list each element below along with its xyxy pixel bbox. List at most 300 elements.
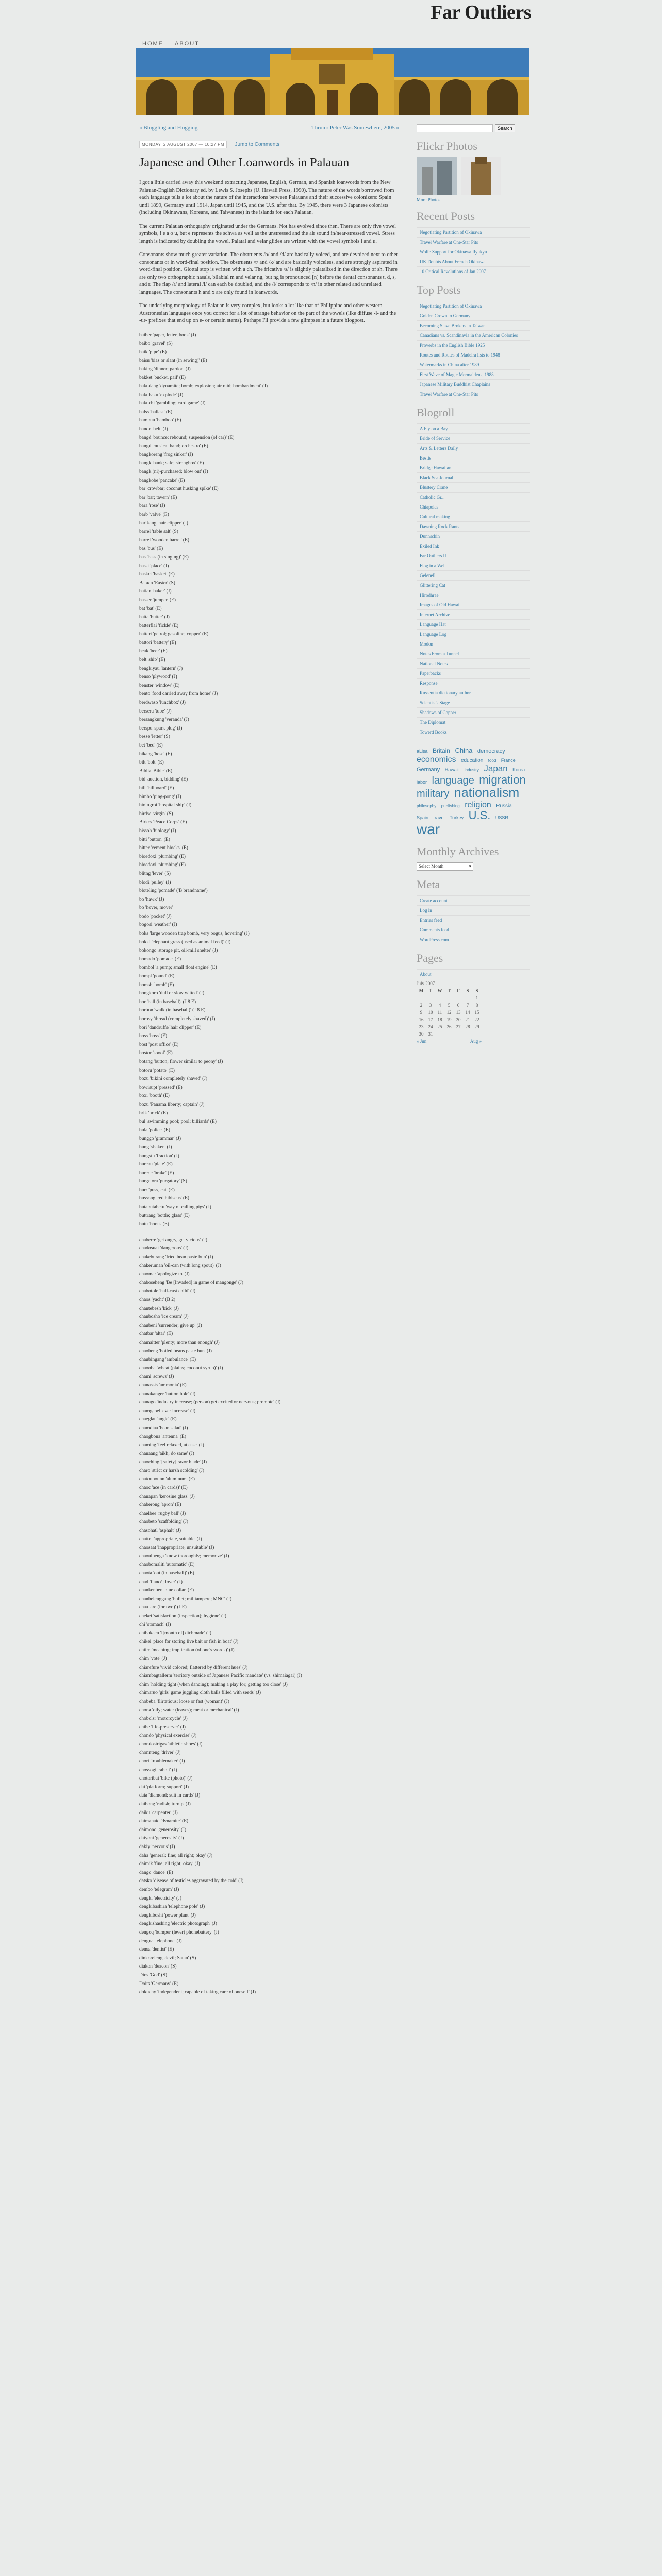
top-post-link[interactable]: Canadians vs. Scandinavia in the American Colonies — [417, 330, 530, 340]
blogroll-link[interactable]: Hirodhrae — [417, 590, 530, 600]
tag-link[interactable]: USSR — [495, 815, 508, 821]
loanword-entry: daimik 'fine; all right; okay' (J) — [139, 1861, 200, 1867]
calendar-day[interactable]: 20 — [456, 1017, 461, 1023]
top-post-link[interactable]: First Wave of Magic Mermaidens, 1988 — [417, 369, 530, 379]
tag-link[interactable]: Britain — [432, 747, 450, 754]
tag-link[interactable]: Germany — [417, 767, 440, 773]
calendar-day — [435, 994, 444, 1002]
loanword-entry: dango 'dance' (E) — [139, 1870, 173, 1875]
calendar-week — [417, 1016, 482, 1023]
loanword-entry: chami 'screws' (J) — [139, 1374, 174, 1380]
calendar-weekday: T — [428, 988, 432, 994]
loanword-entry: bioingroi 'hospital ship' (J) — [139, 803, 192, 808]
loanword-entry: bo 'hawk' (J) — [139, 896, 164, 902]
blogroll-link[interactable]: Arts & Letters Daily — [417, 443, 530, 453]
loanword-entry: bangk 'bank; safe; strongbox' (E) — [139, 461, 204, 466]
loanword-entry: bo 'hover, mover' — [139, 905, 173, 911]
tag-link[interactable]: Hawai'i — [444, 767, 460, 773]
loanword-entry: bitti 'button' (E) — [139, 837, 170, 842]
loanword-entry: chankenben 'blue collar' (E) — [139, 1588, 194, 1594]
loanword-entry: botang 'button; flower similar to peony' (J) — [139, 1059, 223, 1064]
calendar-day[interactable]: 18 — [437, 1017, 442, 1023]
top-bar — [133, 0, 531, 48]
loanword-entry: densa 'dentist' (E) — [139, 1947, 174, 1953]
calendar-day — [463, 1030, 472, 1038]
post-paragraph: The underlying morphology of Palauan is very complex, but looks a lot like that of Philippine and other western Austronesian languages once you correct for a lot of strange behavior on the part of the vowels (like diffuse -l- and the -ur- prefixes that end up on e- or certain stems). Perhaps I'll provide a few glimpses in a future blogpost. — [139, 303, 396, 324]
calendar-day[interactable]: 29 — [474, 1024, 479, 1030]
loanword-entry: chiim 'meaning; implication (of one's words)' (J) — [139, 1648, 235, 1653]
calendar-weekday: T — [447, 988, 451, 994]
calendar-day[interactable]: 23 — [419, 1024, 424, 1030]
loanword-entry: bor 'ball (in baseball)' (J 8 E) — [139, 999, 196, 1005]
loanword-entry: chaos 'yacht' (B 2) — [139, 1297, 176, 1302]
post-date: MONDAY, 2 AUGUST 2007 — 10:27 PM — [139, 141, 227, 148]
calendar-day[interactable]: 7 — [466, 1003, 469, 1008]
loanword-entry: birdse 'virgin' (S) — [139, 811, 173, 817]
blogroll-link[interactable]: Gelenell — [417, 570, 530, 580]
loanword-entry: chobolsr 'motorcycle' (J) — [139, 1716, 188, 1722]
loanword-entry: dengkiboshi 'power plant' (J) — [139, 1912, 196, 1918]
blogroll-link[interactable]: Language Hat — [417, 619, 530, 629]
calendar-day[interactable]: 8 — [475, 1003, 478, 1008]
loanword-entry: daia 'diamond; suit in cards' (J) — [139, 1793, 201, 1799]
nav-home[interactable]: HOME — [142, 41, 163, 47]
top-posts-list — [417, 301, 530, 399]
nav-about[interactable]: ABOUT — [175, 41, 200, 47]
loanword-entry: bangkoreng 'frog sinker' (J) — [139, 452, 193, 457]
loanword-entry: bas 'bus' (E) — [139, 546, 163, 552]
loanword-entry: bas 'bass (in singing)' (E) — [139, 554, 189, 560]
calendar-body — [417, 994, 482, 1038]
loanword-entry: batterflai 'fickle' (E) — [139, 623, 179, 629]
post-navigation — [139, 124, 399, 131]
top-post-link[interactable]: Negotiating Partition of Okinawa — [417, 301, 530, 311]
calendar-day[interactable]: 25 — [437, 1024, 442, 1030]
blogroll-link[interactable]: Dawning Rock Rants — [417, 521, 530, 531]
loanword-entry: berdwaso 'lunchbox' (J) — [139, 700, 186, 706]
tag-link[interactable]: food — [488, 758, 496, 763]
tag-link[interactable]: war — [417, 821, 440, 838]
search-form — [417, 124, 530, 132]
archives-select-value: Select Month — [419, 863, 444, 869]
blogroll-link[interactable]: Bestis — [417, 453, 530, 463]
loanword-entry: dengkibashira 'telephone pole' (J) — [139, 1904, 205, 1910]
tag-link[interactable]: philosophy — [417, 803, 437, 808]
loanword-entry: dembo 'telegram' (J) — [139, 1887, 179, 1892]
top-post-link[interactable]: Routes and Routes of Madeira lists to 1948 — [417, 350, 530, 360]
loanword-entry: daibong 'radish; turnip' (J) — [139, 1802, 191, 1807]
loanword-entry: dengoq 'bumper (lever) phonebattery' (J) — [139, 1929, 219, 1935]
loanword-entry: buttrang 'bottle; glass' (E) — [139, 1213, 190, 1218]
loanword-entry: Biblia 'Bible' (E) — [139, 768, 173, 774]
loanword-entry: chanbelenggang 'bullet; milliampere; MNC' (J) — [139, 1596, 232, 1602]
loanword-entry: baking 'dinner; pardon' (J) — [139, 366, 191, 372]
blogroll-link[interactable]: Images of Old Hawaii — [417, 600, 530, 609]
blogroll-link[interactable]: National Notes — [417, 658, 530, 668]
loanword-entry: bozu 'bikini completely shaved' (J) — [139, 1076, 208, 1082]
calendar-weekday: M — [419, 988, 424, 994]
calendar-day[interactable]: 16 — [419, 1017, 424, 1023]
loanword-entry: baibo 'gravel' (S) — [139, 341, 173, 347]
loanword-entry: diakon 'deacon' (S) — [139, 1964, 177, 1970]
calendar-day[interactable]: 27 — [456, 1024, 461, 1030]
tag-link[interactable]: China — [455, 747, 473, 754]
calendar-header — [417, 987, 482, 994]
header-image — [136, 48, 529, 115]
loanword-entry: bost 'post office' (E) — [139, 1042, 179, 1047]
loanword-entry: barrel 'table salt' (S) — [139, 529, 178, 535]
calendar-day[interactable]: 15 — [474, 1010, 479, 1015]
page-frame — [133, 0, 531, 2576]
loanword-entry: bombol 'a pump; small float engine' (E) — [139, 965, 217, 971]
loanword-entry: bid 'auction, bidding' (E) — [139, 777, 188, 783]
tag-link[interactable]: democracy — [477, 748, 505, 754]
loanword-entry: chaoc 'ace (in cards)' (E) — [139, 1485, 188, 1491]
blogroll-link[interactable]: Modon — [417, 639, 530, 649]
loanword-entry: charo 'strict or harsh scolding' (J) — [139, 1468, 205, 1473]
loanword-entry: bostor 'spool' (E) — [139, 1050, 173, 1056]
calendar-prev-link[interactable]: « Jun — [417, 1039, 427, 1044]
archives-heading: Monthly Archives — [417, 845, 499, 858]
loanword-entry: chanbosho 'ice cream' (J) — [139, 1314, 189, 1320]
blogroll-link[interactable]: Black Sea Journal — [417, 472, 530, 482]
loanword-entry: bussong 'red hibiscus' (E) — [139, 1196, 190, 1201]
loanword-entry: baiber 'paper, letter, book' (J) — [139, 332, 196, 338]
loanword-entry: chaubingang 'ambulance' (E) — [139, 1357, 196, 1363]
post-title[interactable]: Japanese and Other Loanwords in Palauan — [139, 156, 350, 170]
loanword-entry: bilt 'bolt' (E) — [139, 760, 164, 766]
loanword-entry: benster 'window' (E) — [139, 683, 180, 688]
calendar-day — [444, 994, 454, 1002]
loanword-entry: dengkishashing 'electric photograph' (J) — [139, 1921, 217, 1927]
loanword-entry: burr 'puss, cat' (E) — [139, 1187, 175, 1193]
calendar-day[interactable]: 30 — [419, 1031, 424, 1037]
blogroll-link[interactable]: Bride of Service — [417, 433, 530, 443]
post-paragraph: The current Palauan orthography originated under the Germans. Not has evolved since then. There are only five vowel symbols, i e a o u, but e represents the schwa as well as the unstressed and the air sound in/near-stressed vowel. Stress length is indicated by doubling the vowel. Palatal and velar glides are written with the vowel symbols i and u. — [139, 223, 396, 244]
loanword-entry: besse 'letter' (S) — [139, 734, 170, 740]
loanword-entry: bungstu 'fraction' (J) — [139, 1153, 179, 1159]
calendar-day[interactable]: 2 — [420, 1003, 423, 1008]
blogroll-link[interactable]: Catholic Gr... — [417, 492, 530, 502]
loanword-entry: bogosi 'weather' (J) — [139, 922, 177, 928]
post-body — [139, 179, 399, 325]
loanword-entry: bento 'food carried away from home' (J) — [139, 691, 218, 697]
recent-post-link[interactable]: UK Doubts About French Okinawa — [417, 257, 530, 266]
loanword-entry: borbon 'walk (in baseball)' (J 8 E) — [139, 1008, 206, 1013]
tag-link[interactable]: Korea — [512, 767, 525, 773]
loanword-entry: bodo 'pocket' (J) — [139, 913, 172, 919]
recent-posts-list — [417, 227, 530, 276]
loanword-entry: butabutabetu 'way of calling pigs' (J) — [139, 1205, 211, 1210]
loanword-entry: chaota 'out (in baseball)' (E) — [139, 1571, 194, 1576]
blogroll-link[interactable]: Flog in a Well — [417, 561, 530, 570]
blogroll-link[interactable]: Response — [417, 678, 530, 688]
blogroll-link[interactable]: Towerd Books — [417, 727, 530, 737]
calendar-weekday: S — [466, 988, 469, 994]
recent-post-link[interactable]: 10 Critical Revolutions of Jan 2007 — [417, 266, 530, 276]
loanword-entry: chaeglat 'angle' (E) — [139, 1417, 177, 1422]
loanword-entry: brik 'brick' (E) — [139, 1110, 168, 1116]
meta-list — [417, 895, 530, 944]
loanword-entry: bula 'police' (E) — [139, 1127, 170, 1133]
calendar-day[interactable]: 28 — [465, 1024, 470, 1030]
calendar-day[interactable]: 11 — [437, 1010, 442, 1015]
loanword-entry: barb 'valve' (E) — [139, 512, 169, 517]
loanword-entry: boss 'boss' (E) — [139, 1033, 168, 1039]
recent-post-link[interactable]: Negotiating Partition of Okinawa — [417, 227, 530, 237]
top-post-link[interactable]: Golden Crown to Germany — [417, 311, 530, 320]
tag-link[interactable]: education — [460, 757, 484, 764]
tag-link[interactable]: U.S. — [468, 809, 491, 822]
calendar-weekday: S — [475, 988, 478, 994]
blogroll-link[interactable]: Russentia dictionary author — [417, 688, 530, 698]
meta-link[interactable]: Comments feed — [417, 925, 530, 935]
calendar-day[interactable]: 24 — [428, 1024, 433, 1030]
loanword-list-ch-d — [139, 1236, 399, 1997]
loanword-entry: bat 'bat' (E) — [139, 606, 162, 612]
recent-post-link[interactable]: Travel Warfare at One-Star Pits — [417, 237, 530, 247]
calendar-day[interactable]: 10 — [428, 1010, 433, 1015]
calendar-day[interactable]: 14 — [465, 1010, 470, 1015]
loanword-entry: bori 'dandruffs/ hair clipper' (E) — [139, 1025, 202, 1030]
loanword-entry: chori 'troublemaker' (J) — [139, 1759, 185, 1765]
loanword-entry: chanakanger 'button hole' (J) — [139, 1391, 196, 1397]
loanword-entry: bar 'bar; tavern' (E) — [139, 495, 177, 500]
top-post-link[interactable]: Watermarks in China after 1989 — [417, 360, 530, 369]
loanword-entry: daiku 'carpenter' (J) — [139, 1810, 178, 1816]
loanword-entry: chaa 'are (for two)' (J E) — [139, 1605, 187, 1611]
loanword-entry: chondosirigas 'athletic shoes' (J) — [139, 1741, 203, 1747]
main-column — [133, 124, 406, 1997]
loanword-entry: bowisupt 'pressed' (E) — [139, 1084, 183, 1090]
calendar-day — [454, 1030, 463, 1038]
blogroll-link[interactable]: Glittering Cat — [417, 580, 530, 590]
loanword-entry: dakiy 'nervous' (J) — [139, 1844, 175, 1850]
loanword-entry: dinkoreleng 'devil; Satan' (S) — [139, 1955, 196, 1961]
calendar-day[interactable]: 22 — [474, 1017, 479, 1023]
next-post-link[interactable]: Thrum: Peter Was Somewhere, 2005 » — [311, 125, 399, 131]
blogroll-list — [417, 423, 530, 737]
loanword-entry: bissoh 'biology' (J) — [139, 828, 176, 834]
loanword-entry: barikang 'hair clipper' (J) — [139, 520, 188, 526]
jump-to-comments-link[interactable]: | Jump to Comments — [232, 142, 280, 147]
blogroll-link[interactable]: Paperbacks — [417, 668, 530, 678]
blogroll-link[interactable]: Dunnschin — [417, 531, 530, 541]
page-link[interactable]: About — [417, 969, 530, 979]
calendar-day[interactable]: 21 — [465, 1017, 470, 1023]
pages-list — [417, 969, 530, 979]
flickr-photo-1[interactable] — [417, 157, 457, 195]
blogroll-link[interactable]: Exiled Ink — [417, 541, 530, 551]
loanword-entry: Bataan 'Easter' (S) — [139, 580, 175, 586]
loanword-entry: baisu 'bias or slant (in sewing)' (E) — [139, 358, 207, 364]
calendar-day[interactable]: 12 — [446, 1010, 452, 1015]
loanword-entry: chaoching '[safety] razor blade' (J) — [139, 1460, 207, 1465]
loanword-entry: bando 'belt' (J) — [139, 427, 168, 432]
tag-link[interactable]: language — [432, 774, 474, 786]
tag-link[interactable]: military — [417, 788, 450, 800]
post-dateline — [139, 141, 399, 148]
loanword-entry: chatbar 'altar' (E) — [139, 1331, 173, 1337]
loanword-entry: bureau 'plate' (E) — [139, 1162, 173, 1167]
loanword-entry: chanapan 'kerosine glass' (J) — [139, 1494, 195, 1499]
loanword-entry: chaubeni 'surrender; give up' (J) — [139, 1323, 202, 1328]
loanword-entry: baik 'pipe' (E) — [139, 349, 167, 355]
flickr-heading: Flickr Photos — [417, 140, 477, 152]
calendar-week — [417, 1030, 482, 1038]
loanword-entry: batteri 'petrol; gasoline; copper' (E) — [139, 632, 209, 637]
loanword-entry: chamdiaa 'bean salad' (J) — [139, 1425, 188, 1431]
flickr-photo-thumb — [461, 157, 501, 195]
loanword-entry: bersangkung 'veranda' (J) — [139, 717, 189, 723]
calendar-day[interactable]: 31 — [428, 1031, 433, 1037]
tag-link[interactable]: religion — [465, 800, 491, 809]
loanword-entry: beak 'beer' (E) — [139, 649, 168, 654]
recent-post-link[interactable]: Wolfe Support for Okinawa Ryukyu — [417, 247, 530, 257]
loanword-entry: chotoribai 'bike (photo)' (J) — [139, 1776, 193, 1782]
tag-link[interactable]: Turkey — [449, 815, 464, 821]
loanword-entry: chimaruo 'girls' game juggling cloth balls filled with seeds' (J) — [139, 1690, 261, 1696]
loanword-entry: bompl 'pound' (E) — [139, 974, 175, 979]
flickr-photo-thumb — [417, 157, 457, 195]
calendar-next-link[interactable]: Aug » — [470, 1039, 482, 1044]
tag-link[interactable]: Japan — [484, 764, 508, 774]
loanword-entry: chaelbee 'rugby ball' (J) — [139, 1511, 186, 1516]
tag-link[interactable]: labor — [417, 779, 427, 785]
loanword-entry: bloteling 'pomade' ('B brandname') — [139, 888, 208, 894]
tag-link[interactable]: nationalism — [454, 786, 520, 801]
loanword-entry: chossogi 'rabbit' (J) — [139, 1767, 177, 1773]
loanword-entry: Birkes 'Peace Corps' (E) — [139, 820, 187, 825]
loanword-entry: bangd 'musical band; orchestra' (E) — [139, 444, 208, 449]
calendar-day — [454, 994, 463, 1002]
blogroll-heading: Blogroll — [417, 406, 455, 419]
blogroll-link[interactable]: Cultural making — [417, 512, 530, 521]
blogroll-link[interactable]: Notes From a Tunnel — [417, 649, 530, 658]
tag-link[interactable]: economics — [417, 755, 456, 764]
loanword-entry: bara 'rose' (J) — [139, 503, 166, 509]
loanword-entry: chaobeng 'boiled beans paste bun' (J) — [139, 1348, 212, 1354]
calendar-day[interactable]: 13 — [456, 1010, 461, 1015]
search-button[interactable]: Search — [495, 124, 515, 132]
tag-link[interactable]: Spain — [417, 815, 429, 821]
loanword-entry: blodi 'pulley' (J) — [139, 879, 171, 885]
search-input[interactable] — [417, 124, 493, 132]
calendar-day — [435, 1030, 444, 1038]
loanword-entry: chaobeto 'scaffolding' (J) — [139, 1519, 189, 1525]
loanword-entry: boks 'large wooden trap bomb, very bogus, hovering' (J) — [139, 931, 250, 937]
calendar-day[interactable]: 17 — [428, 1017, 433, 1023]
calendar-day[interactable]: 3 — [429, 1003, 432, 1008]
loanword-entry: chaoulbenga 'know thoroughly; memorize' (J) — [139, 1553, 229, 1559]
loanword-entry: chaooba 'wheat (plains; coconut syrup)' (J) — [139, 1365, 223, 1371]
meta-link[interactable]: WordPress.com — [417, 935, 530, 944]
tag-link[interactable]: migration — [479, 773, 526, 786]
loanword-entry: bakubaku 'explode' (J) — [139, 392, 184, 398]
loanword-entry: chobeba 'flirtatious; loose or fast (woman)' (J) — [139, 1699, 229, 1704]
calendar-day[interactable]: 6 — [457, 1003, 460, 1008]
blogroll-link[interactable]: Blustery Crane — [417, 482, 530, 492]
loanword-entry: bangkobe 'pancake' (E) — [139, 478, 185, 483]
calendar-day[interactable]: 19 — [446, 1017, 452, 1023]
blogroll-link[interactable]: Chiapolas — [417, 502, 530, 512]
loanword-entry: chakeburang 'fried bean paste bun' (J) — [139, 1255, 213, 1260]
loanword-entry: chim 'vote' (J) — [139, 1656, 167, 1662]
tag-link[interactable]: aLisa — [417, 749, 428, 754]
loanword-entry: bomsb 'bomb' (E) — [139, 982, 174, 988]
loanword-entry: butu 'boots' (E) — [139, 1222, 169, 1227]
loanword-entry: chadosuai 'dangerous' (J) — [139, 1246, 189, 1251]
post-paragraph: Consonants show much greater variation. The obstruents /b/ and /d/ are basically voiced, and are devoiced next to other consonants or in word-final position. The obstruents /t/ and /k/ and are basically voiceless, and are strongly aspirated in word-final position. Glottal stop is written with a ch. The fricative /s/ is slightly palatalized in the direction of sh. There are only two orthographic nasals, bilabial m and velar ng, but ng is pronounced [n] before the dental consonants t, d, s, and r. The flap /r/ and lateral /l/ can each be doubled, and the /l/ corresponds to /n/ in other related and unrelated languages. The consonants h and x are only found in loanwords. — [139, 252, 398, 295]
loanword-entry: daimanaid 'dynamite' (E) — [139, 1819, 189, 1824]
tag-link[interactable]: publishing — [441, 803, 460, 808]
calendar-weekday: F — [457, 988, 460, 994]
site-title[interactable]: Far Outliers — [431, 2, 531, 23]
flickr-photo-2[interactable] — [461, 157, 501, 195]
loanword-entry: bar 'crowbar; coconut husking spike' (E) — [139, 486, 219, 492]
loanword-entry: chondo 'physical exercise' (J) — [139, 1733, 197, 1739]
archives-select[interactable] — [417, 862, 473, 871]
top-post-link[interactable]: Travel Warfare at One-Star Pits — [417, 389, 530, 399]
tag-link[interactable]: France — [501, 757, 516, 763]
loanword-entry: bassi 'place' (J) — [139, 563, 169, 569]
calendar-day[interactable]: 1 — [475, 995, 478, 1001]
blogroll-link[interactable]: A Fly on a Bay — [417, 423, 530, 433]
header-building-illustration — [136, 48, 529, 115]
blogroll-link[interactable]: Language Log — [417, 629, 530, 639]
meta-link[interactable]: Log in — [417, 905, 530, 915]
loanword-entry: blitng 'lever' (S) — [139, 871, 171, 876]
loanword-entry: chaosaat 'inappropriate, unsuitable' (J) — [139, 1545, 214, 1551]
loanword-entry: chamaitter 'plenty; more than enough' (J) — [139, 1340, 220, 1345]
blogroll-link[interactable]: Shadows of Copper — [417, 707, 530, 717]
loanword-entry: chaberre 'get angry, get vicious' (J) — [139, 1237, 208, 1243]
calendar-day[interactable]: 5 — [448, 1003, 451, 1008]
sidebar — [406, 124, 530, 1997]
blogroll-link[interactable]: Bridge Hawaiian — [417, 463, 530, 472]
tag-link[interactable]: travel — [433, 815, 445, 821]
loanword-entry: Doits 'Germany' (E) — [139, 1981, 179, 1987]
tag-link[interactable]: Russia — [496, 803, 512, 809]
meta-link[interactable]: Create account — [417, 895, 530, 905]
loanword-entry: Dios 'God' (S) — [139, 1972, 168, 1978]
loanword-entry: chamgapel 'ever increase' (J) — [139, 1408, 196, 1414]
calendar-day[interactable]: 26 — [446, 1024, 452, 1030]
loanword-entry: basket 'basket' (E) — [139, 572, 175, 578]
loanword-entry: chanaang 'aikh; do same' (J) — [139, 1451, 194, 1456]
loanword-entry: battori 'battery' (E) — [139, 640, 176, 646]
blogroll-link[interactable]: Far Outliers II — [417, 551, 530, 561]
meta-link[interactable]: Entries feed — [417, 915, 530, 925]
top-post-link[interactable]: Becoming Slave Brokers in Taiwan — [417, 320, 530, 330]
more-photos-link[interactable]: More Photos — [417, 197, 441, 202]
top-post-link[interactable]: Proverbs in the English Bible 1925 — [417, 340, 530, 350]
loanword-entry: bloedoxi 'plumbing' (E) — [139, 862, 186, 868]
blogroll-link[interactable]: The Diplomat — [417, 717, 530, 727]
prev-post-link[interactable]: « Bloggling and Flogging — [139, 125, 198, 131]
tag-link[interactable]: industry — [464, 768, 479, 773]
blogroll-link[interactable]: Internet Archive — [417, 609, 530, 619]
calendar — [417, 981, 482, 1045]
calendar-day[interactable]: 4 — [438, 1003, 441, 1008]
loanword-entry: chona 'oily; water (leaves); meat or mechanical' (J) — [139, 1707, 239, 1713]
loanword-entry: chakeruman 'oil-can (with long spout)' (J) — [139, 1263, 221, 1268]
top-post-link[interactable]: Japanese Military Buddhist Chaplains — [417, 379, 530, 389]
loanword-entry: barrel 'wooden barrel' (E) — [139, 537, 190, 543]
calendar-day[interactable]: 9 — [420, 1010, 423, 1015]
loanword-entry: chanassis 'ammonia' (E) — [139, 1382, 187, 1388]
blogroll-link[interactable]: Scientist's Stage — [417, 698, 530, 707]
